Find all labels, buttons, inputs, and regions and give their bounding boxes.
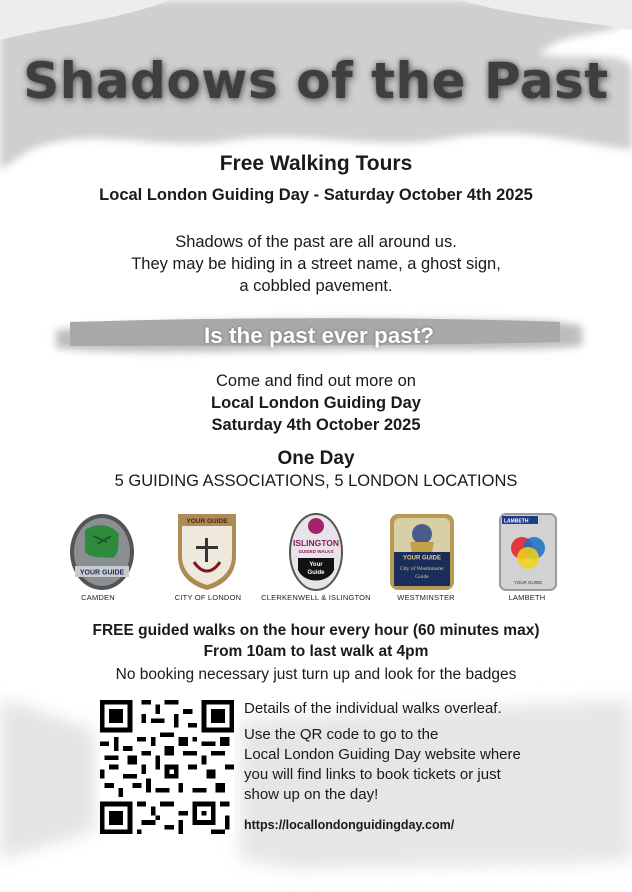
westminster-badge-text: YOUR GUIDE (402, 555, 442, 562)
qr-text-line: show up on the day! (244, 786, 379, 803)
qr-text-line: Local London Guiding Day website where (244, 746, 521, 763)
badge-label-lambeth: LAMBETH (508, 593, 546, 602)
find-out-line2: Local London Guiding Day (211, 394, 421, 412)
islington-badge-your: Your (309, 562, 323, 568)
qr-text-line: you will find links to book tickets or just (244, 766, 501, 783)
intro-text (0, 231, 632, 297)
one-day-heading: One Day (277, 448, 355, 469)
page-title: Shadows of the Past (23, 52, 609, 110)
intro-line: Shadows of the past are all around us. (175, 233, 457, 251)
islington-badge (288, 512, 344, 592)
details-line: Details of the individual walks overleaf. (244, 700, 502, 717)
westminster-badge-guide: Guide (415, 574, 429, 580)
event-line: Local London Guiding Day - Saturday October 4th 2025 (99, 186, 533, 204)
westminster-badge-sub: City of Westminster (399, 566, 445, 572)
qr-code[interactable] (100, 700, 234, 834)
badge-label-city-of-london: CITY OF LONDON (174, 593, 242, 602)
free-walks-line1: FREE guided walks on the hour every hour (60 minutes max) (92, 622, 540, 639)
free-walks-line2: From 10am to last walk at 4pm (203, 643, 429, 660)
website-link[interactable]: https://locallondonguidingday.com/ (244, 818, 455, 832)
find-out-line1: Come and find out more on (216, 372, 416, 390)
subtitle: Free Walking Tours (219, 152, 413, 175)
find-out-line3: Saturday 4th October 2025 (211, 416, 421, 434)
badge-label-clerkenwell-islington: CLERKENWELL & ISLINGTON (261, 593, 371, 602)
lambeth-badge-text: LAMBETH (504, 518, 529, 525)
camden-badge (67, 512, 137, 592)
associations-line: 5 GUIDING ASSOCIATIONS, 5 LONDON LOCATIONS (114, 472, 518, 490)
qr-instructions (244, 725, 521, 805)
no-booking-line: No booking necessary just turn up and look for the badges (115, 666, 517, 683)
footer-smudge-left (0, 700, 95, 860)
lambeth-badge-sub: YOUR GUIDE (513, 580, 543, 585)
free-walks-block (0, 620, 632, 662)
find-out-block (0, 370, 632, 436)
islington-badge-text: ISLINGTON (292, 538, 340, 548)
intro-line: a cobbled pavement. (239, 277, 393, 295)
islington-badge-guide: Guide (307, 570, 325, 576)
westminster-badge (388, 512, 456, 592)
qr-text-line: Use the QR code to go to the (244, 726, 439, 743)
city-of-london-badge (176, 512, 238, 592)
badge-label-camden: CAMDEN (81, 593, 115, 602)
city-badge-text: YOUR GUIDE (186, 518, 228, 525)
camden-badge-text: YOUR GUIDE (79, 569, 125, 577)
islington-badge-sub: GUIDED WALKS (298, 549, 334, 554)
badge-label-westminster: WESTMINSTER (397, 593, 455, 602)
lambeth-badge (498, 512, 558, 592)
banner-heading: Is the past ever past? (203, 323, 435, 348)
intro-line: They may be hiding in a street name, a ghost sign, (131, 255, 501, 273)
